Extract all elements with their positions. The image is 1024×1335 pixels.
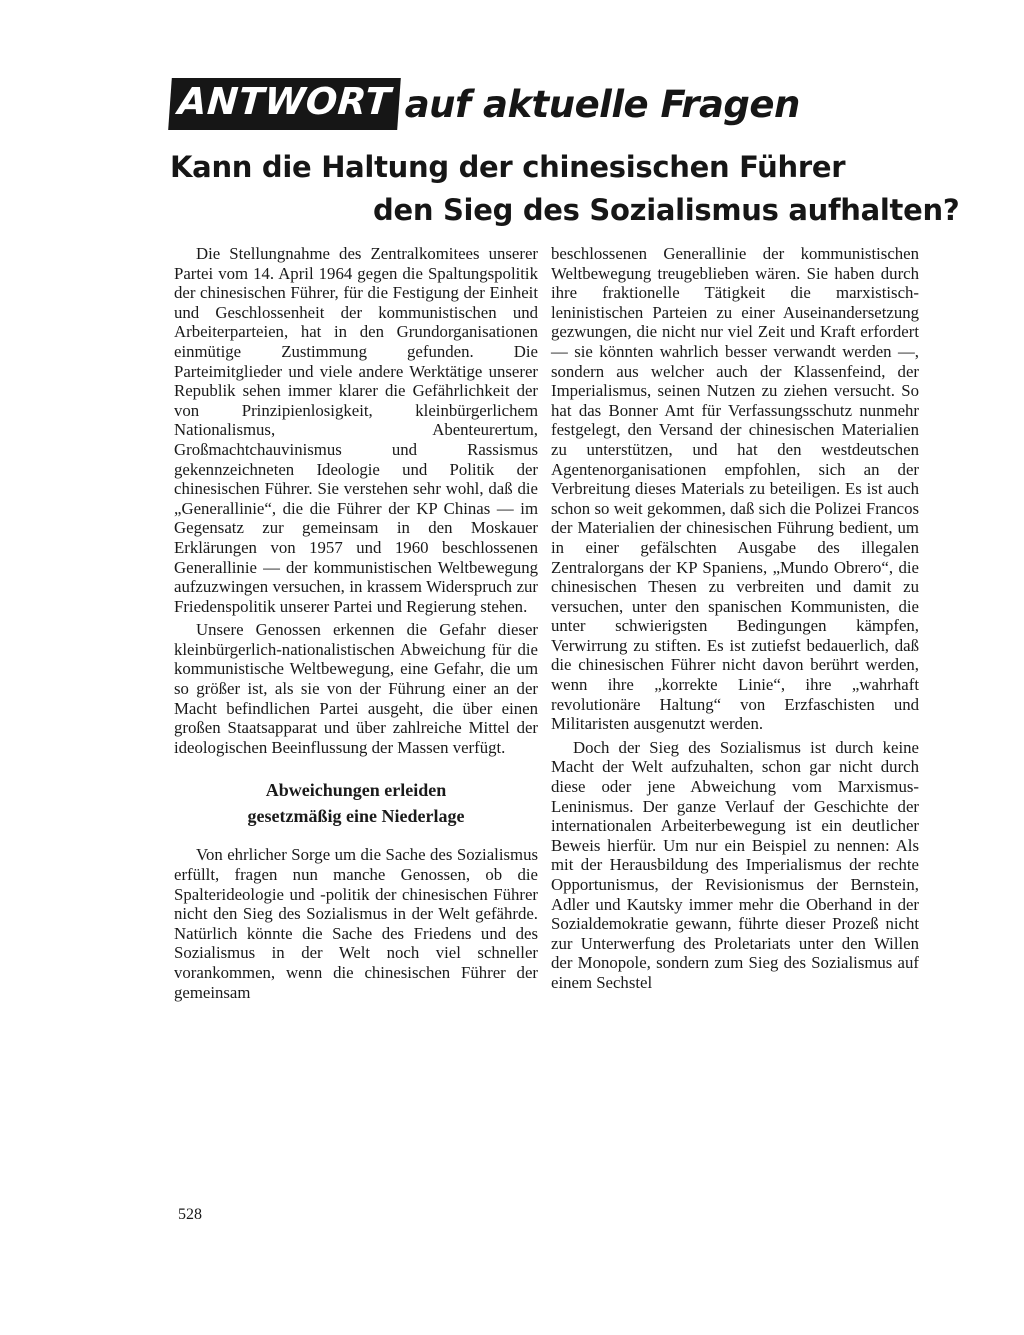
paragraph: Die Stellungnahme des Zentralkomitees unserer Partei vom 14. April 1964 gegen die Spaltungspolitik der chinesischen Führer, für die Festigung der Einheit und Geschlossenheit der kommunistischen und Arbeiterparteien, hat in den Grundorganisationen einmütige Zustimmung gefunden. Die Parteimitglieder und viele andere Werktätige unserer Republik sehen immer klarer die Gefährlichkeit der von Prinzipienlosigkeit, kleinbürgerlichem Nationalismus, Abenteurertum, Großmachtchauvinismus und Rassismus gekennzeichneten Ideologie und Politik der chinesischen Führer. Sie verstehen sehr wohl, daß die „Generallinie“, die die Führer der KP Chinas — im Gegensatz zur gemeinsam in den Moskauer Erklärungen von 1957 und 1960 beschlossenen Generallinie — der kommunistischen Weltbewegung aufzuzwingen versuchen, in krassem Widerspruch zur Friedenspolitik unserer Partei und Regierung stehen. [174, 244, 538, 616]
kicker-label: auf aktuelle Fragen [404, 82, 800, 126]
paragraph: Von ehrlicher Sorge um die Sache des Sozialismus erfüllt, fragen nun manche Genossen, ob die Spalterideologie und -politik der chinesischen Führer nicht den Sieg des Sozialismus in der Welt gefährde. Natürlich könnte die Sache des Friedens und des Sozialismus in der Welt noch viel schneller vorankommen, wenn die chinesischen Führer der gemeinsam [174, 845, 538, 1002]
paragraph: Unsere Genossen erkennen die Gefahr dieser kleinbürgerlich-nationalistischen Abweichung für die kommunistische Weltbewegung, eine Gefahr, die um so größer ist, als sie von der Führung einer an der Macht befindlichen Partei ausgeht, die über einen großen Staatsapparat und über zahlreiche Mittel der ideologischen Beeinflussung der Massen verfügt. [174, 620, 538, 757]
headline-line-1: Kann die Haltung der chinesischen Führer [170, 150, 846, 184]
subheading-line-1: Abweichungen erleiden [265, 780, 447, 801]
subheading-line-2: gesetzmäßig eine Niederlage [247, 806, 465, 827]
subheading [174, 777, 538, 829]
headline-line-2: den Sieg des Sozialismus aufhalten? [373, 193, 960, 227]
section-kicker [170, 78, 830, 130]
right-column [551, 244, 919, 993]
left-column [174, 244, 538, 1002]
paragraph-continued: beschlossenen Generallinie der kommunistischen Weltbewegung treugeblieben wären. Sie haben durch ihre fraktionelle Tätigkeit die marxistisch-leninistischen Parteien zu einer Auseinandersetzung gezwungen, die nicht nur viel Zeit und Kraft erfordert — sie könnten wahrlich besser verwandt werden —, sondern aus welcher auch der Klassenfeind, der Imperialismus, seinen Nutzen zu ziehen versucht. So hat das Bonner Amt für Verfassungsschutz nunmehr festgelegt, den Versand der chinesischen Materialien zu unterstützen, und hat den westdeutschen Agentenorganisationen empfohlen, sich an der Verbreitung dieses Materials zu beteiligen. Es ist auch schon so weit gekommen, daß sich die Polizei Francos der Materialien der chinesischen Führung bedient, um in einer gefälschten Ausgabe des illegalen Zentralorgans der KP Spaniens, „Mundo Obrero“, die chinesischen Thesen zu verbreiten und damit zu versuchen, unter den spanischen Kommunisten, die unter schwierigsten Bedingungen kämpfen, Verwirrung zu stiften. Es ist zutiefst bedauerlich, daß die chinesischen Führer nicht davon berührt werden, wenn ihre „korrekte Linie“, ihre „wahrhaft revolutionäre Haltung“ von Erzfaschisten und Militaristen ausgenutzt werden. [551, 244, 919, 734]
kicker-boxed-label: ANTWORT [168, 78, 400, 130]
page-number: 528 [178, 1206, 202, 1223]
paragraph: Doch der Sieg des Sozialismus ist durch keine Macht der Welt aufzuhalten, schon gar nicht durch diese oder jene Abweichung vom Marxismus-Leninismus. Der ganze Verlauf der Geschichte der internationalen Arbeiterbewegung ist ein deutlicher Beweis hierfür. Um nur ein Beispiel zu nennen: Als mit der Herausbildung des Imperialismus der rechte Opportunismus, der Revisionismus der Bernstein, Adler und Kautsky immer mehr die Oberhand in der Sozialdemokratie gewann, führte dieser Prozeß nicht zur Unterwerfung des Proletariats unter den Willen der Monopole, sondern zum Sieg des Sozialismus auf einem Sechstel [551, 737, 919, 992]
